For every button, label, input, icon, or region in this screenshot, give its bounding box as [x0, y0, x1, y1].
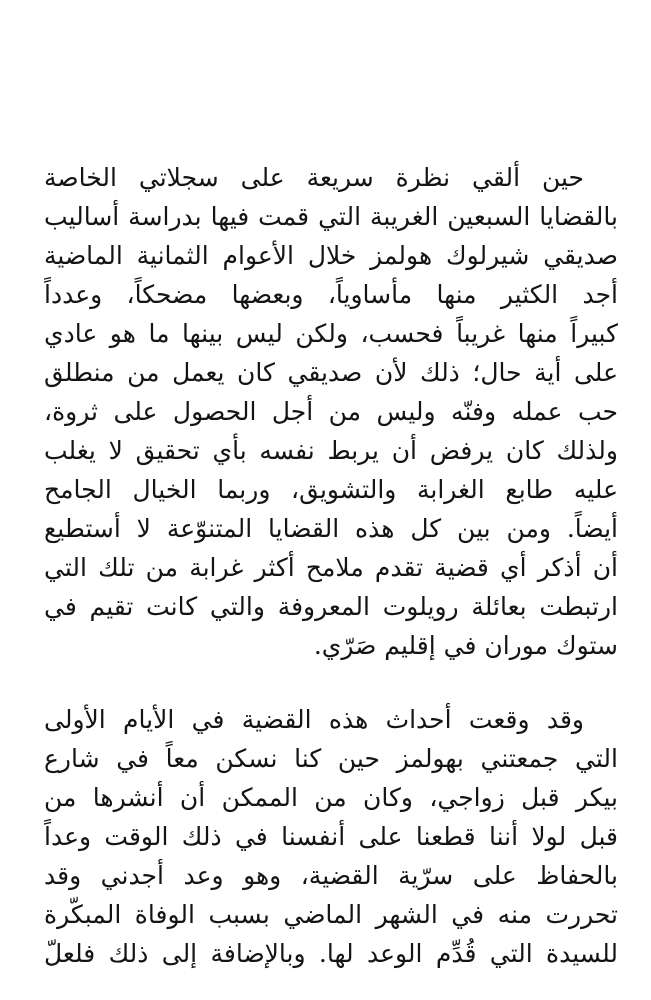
text-line: للسيدة التي قُدِّم الوعد لها. وبالإضافة إلى ذلك فلعلّ: [44, 939, 618, 968]
text-line: أيضاً. ومن بين كل هذه القضايا المتنوّعة لا أستطيع: [44, 514, 618, 543]
text-line: بالقضايا السبعين الغريبة التي قمت فيها بدراسة أساليب: [44, 202, 618, 231]
text-line: أن أذكر أي قضية تقدم ملامح أكثر غرابة من تلك التي: [44, 553, 618, 582]
text-line: على أية حال؛ ذلك لأن صديقي كان يعمل من منطلق: [44, 358, 618, 387]
text-line: ولذلك كان يرفض أن يربط نفسه بأي تحقيق لا يغلب: [44, 436, 618, 465]
text-line: بيكر قبل زواجي، وكان من الممكن أن أنشرها من: [44, 783, 618, 812]
text-line: صديقي شيرلوك هولمز خلال الأعوام الثمانية الماضية: [44, 241, 618, 270]
text-line: حين ألقي نظرة سريعة على سجلاتي الخاصة: [44, 163, 584, 192]
text-line: ارتبطت بعائلة رويلوت المعروفة والتي كانت تقيم في: [44, 592, 618, 621]
text-line: عليه طابع الغرابة والتشويق، وربما الخيال الجامح: [44, 475, 618, 504]
text-line: أجد الكثير منها مأساوياً، وبعضها مضحكاً، وعدداً: [44, 280, 618, 309]
paragraph-1: [44, 158, 618, 665]
paragraph-gap: [44, 665, 618, 700]
text-line: كبيراً منها غريباً فحسب، ولكن ليس بينها ما هو عادي: [44, 319, 618, 348]
paragraph-2: [44, 700, 618, 973]
text-line: التي جمعتني بهولمز حين كنا نسكن معاً في شارع: [44, 744, 618, 773]
book-page: [44, 158, 618, 973]
text-line: ستوك موران في إقليم صَرّي.: [313, 631, 618, 660]
text-line: وقد وقعت أحداث هذه القضية في الأيام الأولى: [44, 705, 584, 734]
text-line: بالحفاظ على سرّية القضية، وهو وعد أجدني وقد: [44, 861, 618, 890]
text-line: قبل لولا أننا قطعنا على أنفسنا في ذلك الوقت وعداً: [44, 822, 618, 851]
text-line: تحررت منه في الشهر الماضي بسبب الوفاة المبكّرة: [44, 900, 618, 929]
text-line: حب عمله وفنّه وليس من أجل الحصول على ثروة،: [44, 397, 618, 426]
